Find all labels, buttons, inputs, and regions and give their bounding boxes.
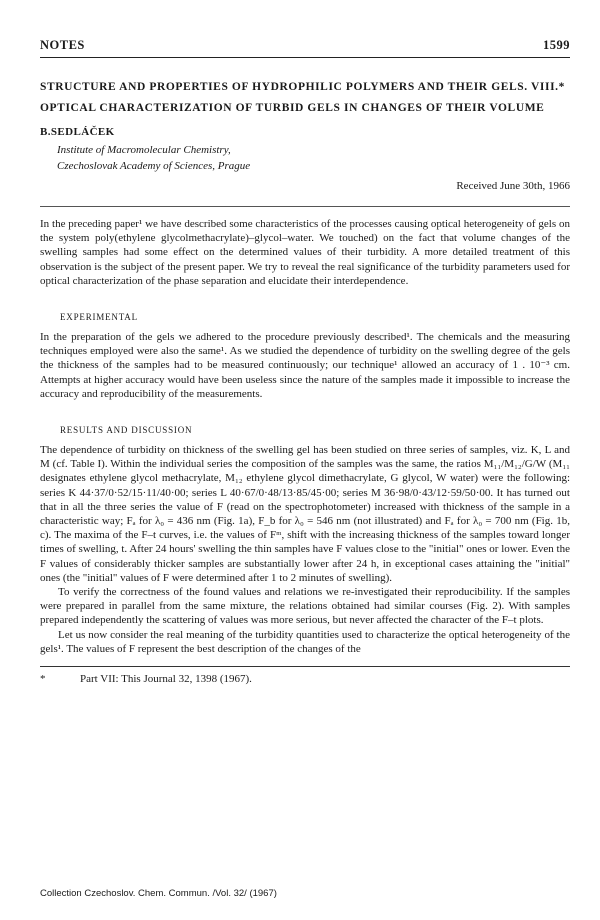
affiliation-line-1: Institute of Macromolecular Chemistry, xyxy=(57,144,231,156)
header-rule xyxy=(40,57,570,58)
results-paragraph-2: To verify the correctness of the found values and relations we re-investigated their reproducibility. If the samples were prepared in parallel from the same mixture, the relations obtained had similar courses (Fig. 2). With samples prepared independently the scattering of values was more serious, but never affected the character of the F–t plots. xyxy=(40,586,570,627)
journal-footer: Collection Czechoslov. Chem. Commun. /Vol. 32/ (1967) xyxy=(40,888,277,899)
experimental-paragraph: In the preparation of the gels we adhered to the procedure previously described¹. The chemicals and the measuring techniques employed were also the same¹. As we studied the dependence of turbidity on the swelling degree of the gels the thickness of the samples had to be measured continuously; our technique¹ allowed an accuracy of 1 . 10⁻³ cm. Attempts at higher accuracy would have been useless since the nature of the samples made it impossible to increase the accuracy and reproducibility of the measurements. xyxy=(40,331,570,400)
intro-paragraph: In the preceding paper¹ we have described some characteristics of the processes causing optical heterogeneity of gels on the system poly(ethylene glycolmethacrylate)–glycol–water. We touched) on the fact that volume changes of the swelling samples had some effect on the determined values of their turbidity. A more detailed treatment of this observation is the subject of the present paper. We try to reveal the real significance of the turbidity parameters used for optical characterization of the phase separation and elucidate their interdependence. xyxy=(40,218,570,287)
running-header xyxy=(40,38,570,53)
results-paragraph-1: The dependence of turbidity on thickness of the swelling gel has been studied on three series of samples, viz. K, L and M (cf. Table I). Within the individual series the composition of the samples was the same, the ratios M₁₁/M₁₂/G/W (M₁₁ designates ethylene glycol methacrylate, M₁₂ ethylene glycol dimethacrylate, G glycol, W water) were the following: series K 44·37/0·52/15·11/40·00; series L 40·67/0·48/13·85/45·00; series M 36·98/0·43/12·59/50·00. It has turned out that in all the three series the value of F (read on the spectrophotometer) increased with thickness of the sample in a characteristic way; Fₐ for λ₀ = 436 nm (Fig. 1a), F_b for λ₀ = 546 nm (not illustrated) and Fₐ for λ₀ = 700 nm (Fig. 1b, c). The maxima of the F–t curves, i.e. the values of Fᵐ, shift with the increasing thickness of the samples toward longer times of swelling, t. After 24 hours' swelling the thin samples have F values close to the "initial" ones or lower. Even the F values of considerably thicker samples are substantially lower after 24 h, in exceptional cases attaining the "initial" ones (the "initial" values of F were determined after 1 to 2 minutes of swelling). xyxy=(40,444,570,584)
author-affiliation xyxy=(57,142,570,174)
received-date: Received June 30th, 1966 xyxy=(456,180,570,192)
footnote-mark: * xyxy=(40,673,46,686)
footnote xyxy=(40,673,570,685)
article-subtitle: OPTICAL CHARACTERIZATION OF TURBID GELS IN CHANGES OF THEIR VOLUME xyxy=(40,102,545,114)
footnote-text: Part VII: This Journal 32, 1398 (1967). xyxy=(80,673,252,686)
section-heading-experimental: EXPERIMENTAL xyxy=(60,312,138,323)
body-divider xyxy=(40,206,570,207)
author-name: B.SEDLÁČEK xyxy=(40,126,115,138)
section-label: NOTES xyxy=(40,38,85,52)
section-heading-results: RESULTS AND DISCUSSION xyxy=(60,425,193,436)
page-number: 1599 xyxy=(543,38,570,52)
article-title-part-viii: STRUCTURE AND PROPERTIES OF HYDROPHILIC POLYMERS AND THEIR GELS. VIII.* xyxy=(40,81,565,93)
journal-page xyxy=(40,38,570,685)
footnote-rule xyxy=(40,666,570,667)
results-paragraph-3: Let us now consider the real meaning of the turbidity quantities used to characterize the optical heterogeneity of the gels¹. The values of F represent the best description of the changes of the xyxy=(40,628,570,655)
affiliation-line-2: Czechoslovak Academy of Sciences, Prague xyxy=(57,160,251,172)
